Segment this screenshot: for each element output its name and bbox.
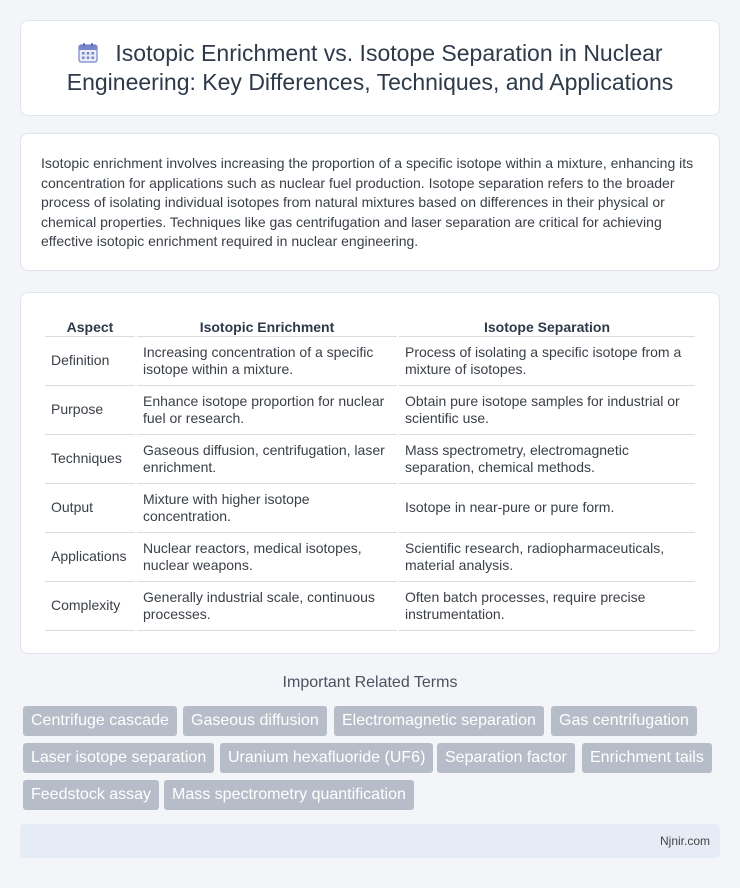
row-aspect: Output: [45, 484, 135, 533]
page-title-text: Isotopic Enrichment vs. Isotope Separation in Nuclear Engineering: Key Differences, Techniques, and Applications: [66, 40, 674, 95]
intro-paragraph: Isotopic enrichment involves increasing the proportion of a specific isotope within a mixture, enhancing its concentration for applications such as nuclear fuel production. Isotope separation refers to the broader process of isolating individual isotopes from natural mixtures based on differences in their physical or chemical properties. Techniques like gas centrifugation and laser separation are critical for achieving effective isotopic enrichment required in nuclear engineering.: [41, 155, 694, 249]
related-term-tag[interactable]: Mass spectrometry quantification: [164, 780, 414, 810]
intro-card: [20, 133, 720, 271]
row-aspect: Complexity: [45, 582, 135, 631]
row-aspect: Definition: [45, 337, 135, 386]
row-separation: Isotope in near-pure or pure form.: [399, 484, 695, 533]
row-separation: Often batch processes, require precise instrumentation.: [399, 582, 695, 631]
table-row: [45, 337, 695, 386]
title-card: [20, 20, 720, 116]
page-title: [51, 39, 689, 97]
row-separation: Process of isolating a specific isotope from a mixture of isotopes.: [399, 337, 695, 386]
row-aspect: Purpose: [45, 386, 135, 435]
related-term-tag[interactable]: Centrifuge cascade: [23, 706, 177, 736]
calendar-icon: [77, 42, 99, 64]
table-row: [45, 386, 695, 435]
table-row: [45, 582, 695, 631]
table-row: [45, 533, 695, 582]
related-term-tag[interactable]: Gaseous diffusion: [183, 706, 327, 736]
related-terms-title: Important Related Terms: [282, 674, 458, 691]
header-isotope-separation: Isotope Separation: [399, 315, 695, 337]
related-term-tag[interactable]: Uranium hexafluoride (UF6): [220, 743, 433, 773]
related-term-tag[interactable]: Electromagnetic separation: [334, 706, 544, 736]
related-term-tag[interactable]: Separation factor: [437, 743, 575, 773]
table-row: [45, 435, 695, 484]
header-aspect: Aspect: [45, 315, 135, 337]
row-enrichment: Mixture with higher isotope concentration.: [137, 484, 397, 533]
related-term-tag[interactable]: Laser isotope separation: [23, 743, 214, 773]
row-enrichment: Increasing concentration of a specific isotope within a mixture.: [137, 337, 397, 386]
row-aspect: Techniques: [45, 435, 135, 484]
footer: [20, 824, 720, 858]
table-header-row: [45, 315, 695, 337]
row-enrichment: Enhance isotope proportion for nuclear fuel or research.: [137, 386, 397, 435]
row-separation: Mass spectrometry, electromagnetic separation, chemical methods.: [399, 435, 695, 484]
comparison-table-card: [20, 292, 720, 654]
footer-site[interactable]: Njnir.com: [659, 834, 710, 848]
row-aspect: Applications: [45, 533, 135, 582]
header-isotopic-enrichment: Isotopic Enrichment: [137, 315, 397, 337]
comparison-table: [43, 315, 697, 631]
related-term-tag[interactable]: Enrichment tails: [582, 743, 712, 773]
related-term-tag[interactable]: Gas centrifugation: [551, 706, 697, 736]
related-term-tag[interactable]: Feedstock assay: [23, 780, 159, 810]
row-enrichment: Gaseous diffusion, centrifugation, laser enrichment.: [137, 435, 397, 484]
table-row: [45, 484, 695, 533]
row-enrichment: Generally industrial scale, continuous processes.: [137, 582, 397, 631]
row-enrichment: Nuclear reactors, medical isotopes, nuclear weapons.: [137, 533, 397, 582]
row-separation: Obtain pure isotope samples for industrial or scientific use.: [399, 386, 695, 435]
row-separation: Scientific research, radiopharmaceuticals, material analysis.: [399, 533, 695, 582]
